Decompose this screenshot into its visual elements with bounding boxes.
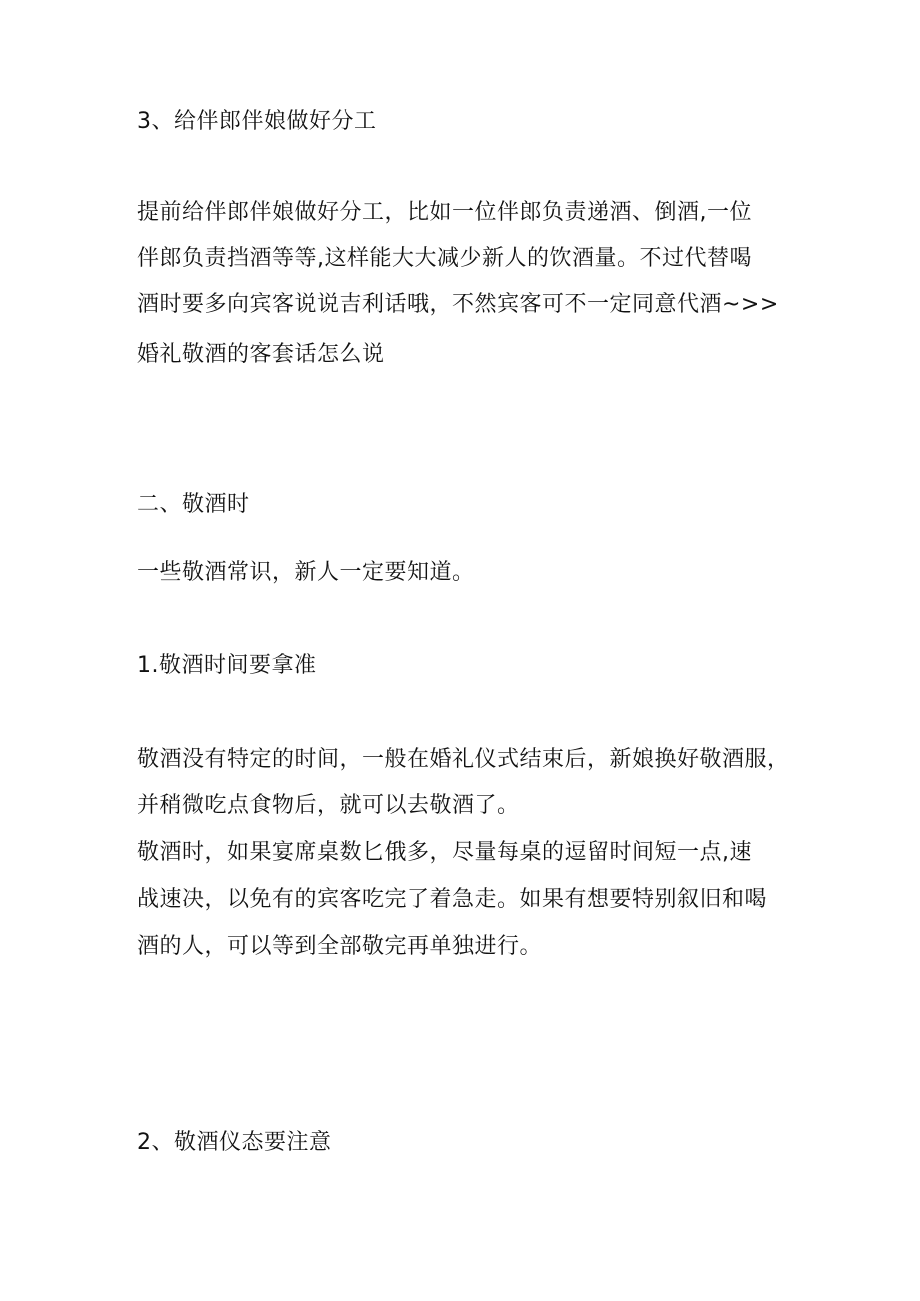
paragraph-line: 酒的人，可以等到全部敬完再单独进行。: [137, 934, 543, 959]
paragraph-line: 敬酒时，如果宴席桌数匕俄多，尽量每桌的逗留时间短一点,速: [137, 840, 752, 865]
intro-text: 一些敬酒常识，新人一定要知道。: [137, 560, 475, 585]
section-heading-3: 3、给伴郎伴娘做好分工: [137, 109, 377, 134]
paragraph-line: 战速决，以免有的宾客吃完了着急走。如果有想要特别叙旧和喝: [137, 887, 768, 912]
section-heading-2: 二、敬酒时: [137, 492, 250, 517]
paragraph-line: 伴郎负责挡酒等等,这样能大大减少新人的饮酒量。不过代替喝: [137, 246, 752, 271]
paragraph-line: 敬酒没有特定的时间，一般在婚礼仪式结束后，新娘换好敬酒服，: [137, 747, 790, 772]
paragraph-line: 提前给伴郎伴娘做好分工，比如一位伴郎负责递酒、倒酒,一位: [137, 200, 752, 225]
paragraph-line: 酒时要多向宾客说说吉利话哦，不然宾客可不一定同意代酒~>>: [137, 292, 779, 317]
paragraph-link-line[interactable]: 婚礼敬酒的客套话怎么说: [137, 342, 385, 367]
subheading-1: 1.敬酒时间要拿准: [137, 653, 317, 678]
subheading-2: 2、敬酒仪态要注意: [137, 1130, 332, 1155]
paragraph-line: 并稍微吃点食物后，就可以去敬酒了。: [137, 793, 520, 818]
